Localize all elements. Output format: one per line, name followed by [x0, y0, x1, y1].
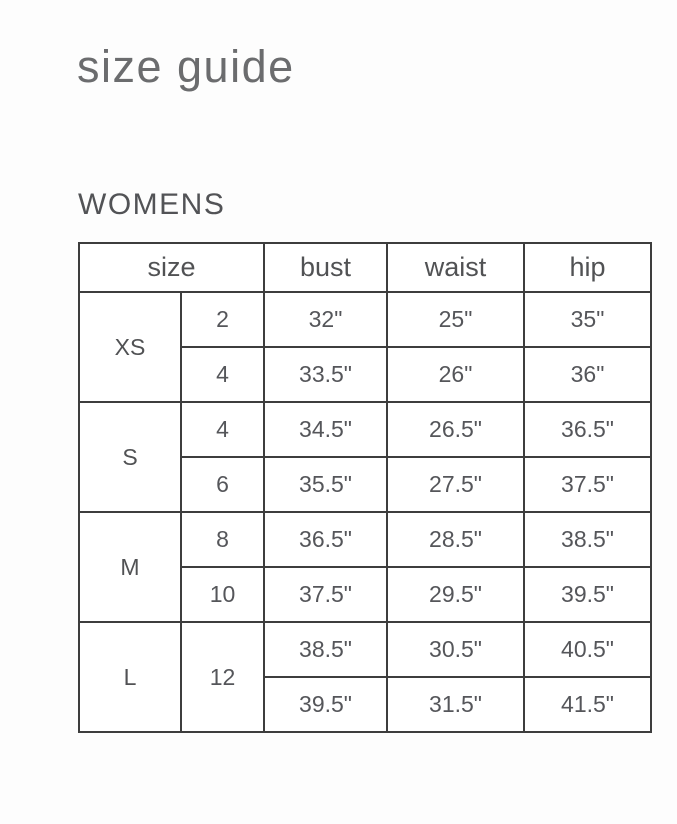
table-row — [79, 512, 651, 567]
size-number-cell: 2 — [181, 292, 264, 347]
hip-cell: 39.5" — [524, 567, 651, 622]
hip-cell: 37.5" — [524, 457, 651, 512]
hip-cell: 35" — [524, 292, 651, 347]
bust-cell: 32" — [264, 292, 387, 347]
waist-cell: 27.5" — [387, 457, 524, 512]
waist-cell: 26" — [387, 347, 524, 402]
waist-cell: 30.5" — [387, 622, 524, 677]
bust-cell: 34.5" — [264, 402, 387, 457]
waist-cell: 26.5" — [387, 402, 524, 457]
header-size: size — [79, 243, 264, 292]
womens-size-table — [78, 242, 652, 733]
table-header-row — [79, 243, 651, 292]
header-hip: hip — [524, 243, 651, 292]
bust-cell: 33.5" — [264, 347, 387, 402]
hip-cell: 40.5" — [524, 622, 651, 677]
table-row — [79, 402, 651, 457]
hip-cell: 41.5" — [524, 677, 651, 732]
waist-cell: 29.5" — [387, 567, 524, 622]
size-label-cell-xs: XS — [79, 292, 181, 402]
size-number-cell: 6 — [181, 457, 264, 512]
size-label-cell-s: S — [79, 402, 181, 512]
size-number-cell: 8 — [181, 512, 264, 567]
waist-cell: 28.5" — [387, 512, 524, 567]
section-heading-womens: WOMENS — [78, 188, 226, 221]
hip-cell: 38.5" — [524, 512, 651, 567]
bust-cell: 35.5" — [264, 457, 387, 512]
page-title: size guide — [77, 41, 295, 92]
table-row — [79, 292, 651, 347]
bust-cell: 39.5" — [264, 677, 387, 732]
waist-cell: 31.5" — [387, 677, 524, 732]
bust-cell: 37.5" — [264, 567, 387, 622]
bust-cell: 38.5" — [264, 622, 387, 677]
size-number-cell: 12 — [181, 622, 264, 732]
waist-cell: 25" — [387, 292, 524, 347]
size-label-cell-m: M — [79, 512, 181, 622]
table-row — [79, 622, 651, 677]
bust-cell: 36.5" — [264, 512, 387, 567]
hip-cell: 36.5" — [524, 402, 651, 457]
size-number-cell: 4 — [181, 402, 264, 457]
header-bust: bust — [264, 243, 387, 292]
header-waist: waist — [387, 243, 524, 292]
size-number-cell: 4 — [181, 347, 264, 402]
size-number-cell: 10 — [181, 567, 264, 622]
hip-cell: 36" — [524, 347, 651, 402]
size-label-cell-l: L — [79, 622, 181, 732]
